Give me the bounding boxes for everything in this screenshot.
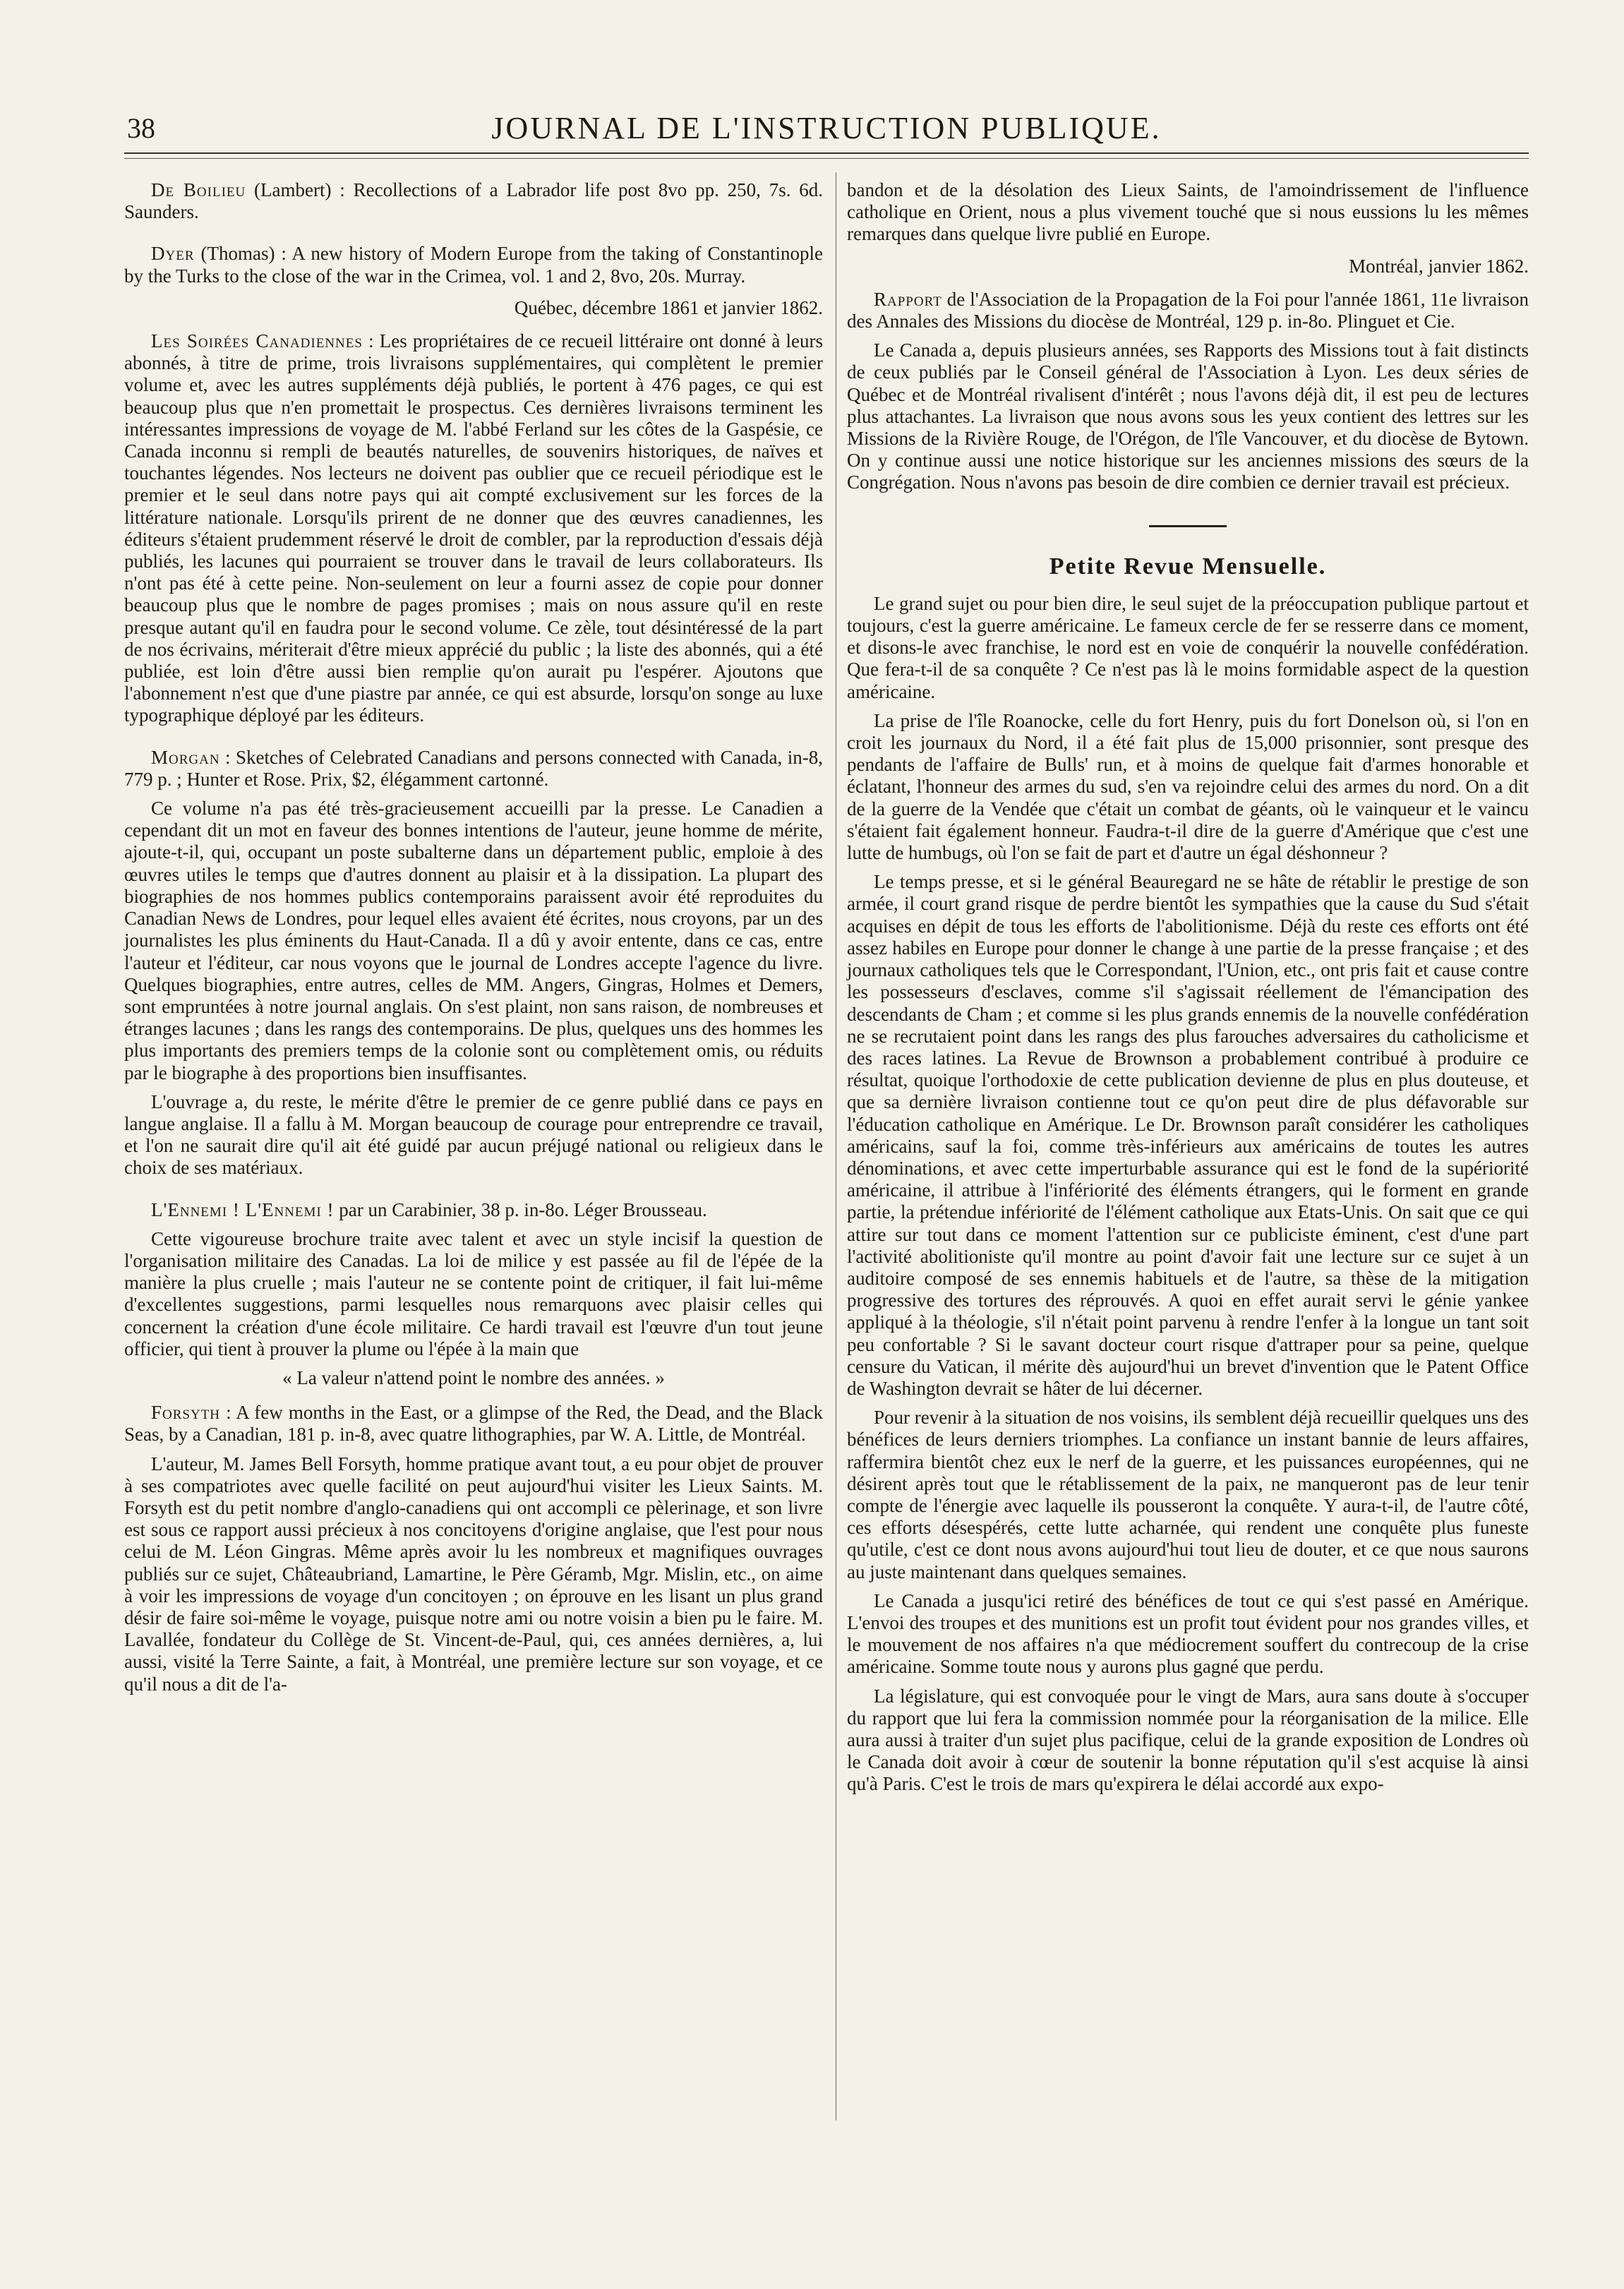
entry-name: Forsyth [151,1402,221,1424]
entry-name: Dyer [151,243,195,265]
entry-text: de l'Association de la Propagation de la Foi pour l'année 1861, 11e livraison des Annales des Missions du diocèse de Montréal, 129 p. in-8o. Plinguet et Cie. [847,288,1529,332]
entry-name: Morgan [151,746,220,768]
right-column [847,179,1529,1803]
dateline: Montréal, janvier 1862. [1349,255,1529,277]
section-title: Petite Revue Mensuelle. [1049,553,1327,579]
paragraph: La prise de l'île Roanocke, celle du fort Henry, puis du fort Donelson où, si l'on en croit les journaux du Nord, il a été fait plus de 15,000 prisonnier, sont presque des pendants de l'affaire de Bulls' run, et à moins de quelque fait d'armes honorable et éclatant, l'honneur des armes du sud, s'en va rejoindre celui des armes du nord. On a dit de la guerre de la Vendée que c'était un combat de géants, où le vainqueur et le vaincu s'étaient fait également honneur. Faudra-t-il dire de la guerre d'Amérique que c'est une lutte de humbugs, où l'on se fait de part et d'autre un égal déshonneur ? [847,709,1529,864]
review-entry [124,330,823,727]
entry-text: par un Carabinier, 38 p. in-8o. Léger Brousseau. [334,1198,707,1220]
paragraph: Le Canada a, depuis plusieurs années, ses Rapports des Missions tout à fait distincts de ceux publiés par le Conseil général de l'Association à Lyon. Les deux séries de Québec et de Montréal rivalisent d'intérêt ; nous l'avons déjà dit, il est peu de lectures plus attachantes. La livraison que nous avons sous les yeux contient des lettres sur les Missions de la Rivière Rouge, de l'Orégon, de l'île Vancouver, et du diocèse de Bytown. On y continue aussi une notice historique sur les anciennes missions des sœurs de la Congrégation. Nous n'avons pas besoin de dire combien ce dernier travail est précieux. [847,340,1529,493]
entry-name: De Boilieu [151,179,246,200]
entry-text: (Lambert) : Recollections of a Labrador life post 8vo pp. 250, 7s. 6d. Saunders. [124,179,824,223]
paragraph: Le grand sujet ou pour bien dire, le seul sujet de la préoccupation publique partout et toujours, c'est la guerre américaine. Le fameux cercle de fer se resserre dans ce moment, et disons-le avec franchise, le nord est en voie de conquérir la nouvelle confédération. Que fera-t-il de sa conquête ? Ce n'est pas là le moins formidable aspect de la question américaine. [847,592,1529,702]
quotation: « La valeur n'attend point le nombre des années. » [282,1366,665,1388]
paragraph: L'auteur, M. James Bell Forsyth, homme pratique avant tout, a eu pour objet de prouver à ses compatriotes avec quelle facilité on peut aujourd'hui visiter les Lieux Saints. M. Forsyth est du petit nombre d'anglo-canadiens qui ont accompli ce pèlerinage, et son livre est sous ce rapport aussi précieux à nos concitoyens d'origine anglaise, que l'est pour nous celui de M. Léon Gingras. Même après avoir lu les nombreux et magnifiques ouvrages publiés sur ce sujet, Châteaubriand, Lamartine, le Père Géramb, Mgr. Mislin, etc., on aime à voir les impressions de voyage d'un concitoyen ; on éprouve en les lisant un plus grand désir de faire soi-même le voyage, puisque notre ami ou notre voisin a bien pu le faire. M. Lavallée, fondateur du Collège de St. Vincent-de-Paul, qui, ces années dernières, a, lui aussi, visité la Terre Sainte, a fait, à Montréal, une première lecture sur son voyage, et ce qu'il nous a dit de l'a- [124,1453,823,1695]
review-entry [124,747,823,791]
entry-text: : Les propriétaires de ce recueil littéraire ont donné à leurs abonnés, à titre de prime, trois livraisons supplémentaires, qui complètent le premier volume et, avec les autres suppléments déjà publiés, le portent à 476 pages, ce qui est beaucoup plus que n'en promettait le prospectus. Ces dernières livraisons terminent les intéressantes impressions de voyage de M. l'abbé Ferland sur les côtes de la Gaspésie, ce Canada inconnu si rempli de beautés naturelles, de souvenirs historiques, de naïves et touchantes légendes. Nos lecteurs ne doivent pas oublier que ce recueil périodique est le premier et le seul dans notre pays qui ait compté exclusivement sur les forces de la littérature nationale. Lorsqu'ils prirent de ne donner que des œuvres canadiennes, les éditeurs s'étaient prudemment réservé le droit de combler, par la reproduction d'essais déjà publiés, les lacunes qui pourraient se trouver dans le travail de leurs collaborateurs. Ils n'ont pas été à cette peine. Non-seulement on leur a fourni assez de copie pour donner beaucoup plus que le nombre de pages promises ; mais on nous assure qu'il en reste presque autant qu'il en faudra pour le second volume. Ce zèle, tout désintéressé de la part de nos écrivains, mériterait d'être mieux apprécié du public ; la liste des abonnés, qui a été publiée, est loin d'être aussi bien remplie qu'on aurait pu l'espérer. Ajoutons que l'abonnement n'est que d'une piastre par année, ce qui est absurde, lorsqu'on songe au luxe typographique déployé par les éditeurs. [124,330,824,726]
paragraph: bandon et de la désolation des Lieux Saints, de l'amoindrissement de l'influence catholique en Orient, nous a plus vivement touché que si nous eussions lu les mêmes remarques dans quelque livre publié en Europe. [847,179,1529,245]
paragraph: L'ouvrage a, du reste, le mérite d'être le premier de ce genre publié dans ce pays en langue anglaise. Il a fallu à M. Morgan beaucoup de courage pour entreprendre ce travail, et l'on ne saurait dire qu'il ait été guidé par aucun préjugé national ou religieux dans le choix de ses matériaux. [124,1091,823,1179]
section-rule [1149,525,1227,527]
entry-text: : A few months in the East, or a glimpse of the Red, the Dead, and the Black Seas, by a Canadian, 181 p. in-8, avec quatre lithographies, par W. A. Little, de Montréal. [124,1402,823,1446]
header-rule [124,152,1529,154]
entry-name: Les Soirées Canadiennes [151,330,363,352]
entry-name: Rapport [874,288,942,310]
left-column [124,179,823,1702]
journal-title: JOURNAL DE L'INSTRUCTION PUBLIQUE. [491,111,1162,145]
page-number: 38 [127,112,155,144]
review-entry [124,179,823,223]
review-entry [124,1402,823,1446]
review-entry [847,289,1529,332]
review-entry [124,1199,823,1221]
paragraph: Pour revenir à la situation de nos voisins, ils semblent déjà recueillir quelques uns des bénéfices de leurs derniers triomphes. La confiance un instant bannie de leurs affaires, raffermira bientôt chez eux le nerf de la guerre, et les puissances européennes, qui ne désirent après tout que le rétablissement de la paix, ne manqueront pas de leur tenir compte de l'énergie avec laquelle ils pousseront la conquête. Y aura-t-il, de l'autre côté, ces efforts désespérés, cette lutte acharnée, qui rendent une conquête plus funeste qu'utile, c'est ce dont nous avons aujourd'hui tout lieu de douter, et ce que nous saurons au juste maintenant dans quelques semaines. [847,1407,1529,1582]
header-rule-thin [124,158,1529,159]
entry-name: L'Ennemi ! L'Ennemi ! [151,1198,335,1220]
entry-text: : Sketches of Celebrated Canadians and persons connected with Canada, in-8, 779 p. ; Hunter et Rose. Prix, $2, élégamment cartonné. [124,746,823,790]
paragraph: Le temps presse, et si le général Beauregard ne se hâte de rétablir le prestige de son armée, il court grand risque de perdre bientôt les sympathies que la cause du Sud s'était acquises en dépit de tous les efforts de l'abolitionisme. Déjà du reste ces efforts ont été assez habiles en Europe pour donner le change à une partie de la presse française ; et des journaux catholiques tels que le Correspondant, l'Union, etc., ont pris fait et cause contre les possesseurs d'esclaves, comme s'il s'agissait réellement de l'émancipation des descendants de Cham ; et comme si les plus grands ennemis de la nouvelle confédération ne se recrutaient point dans les rangs des plus farouches adversaires du catholicisme et des races latines. La Revue de Brownson a probablement contribué à produire ce résultat, quoique l'orthodoxie de cette publication devienne de plus en plus douteuse, et que sa dernière livraison contienne tout ce qu'on peut dire de plus défavorable sur l'éducation catholique en Amérique. Le Dr. Brownson paraît considérer les catholiques américains, sauf la foi, comme très-inférieurs aux américains de toutes les autres dénominations, et avec cette imperturbable assurance qui est le fond de la supériorité américaine, il attribue à l'infériorité des éléments étrangers, qui le forment en grande partie, la prétendue infériorité de l'élément catholique aux Etats-Unis. On sait que ce qui attire sur tout dans ce moment l'attention sur ce publiciste éminent, c'est d'une part l'activité abolitioniste qu'il montre au point d'avoir fait une lecture sur ce sujet à un auditoire composé de ses ennemis habituels et de l'autre, sa thèse de la mitigation progressive des tortures des réprouvés. A quoi en effet aurait servi le génie yankee appliqué à la théologie, s'il n'était point parvenu à rendre l'enfer à la longue un tant soit peu confortable ? Si le savant docteur court risque d'attraper pour sa peine, quelque censure du Vatican, il mérite dès aujourd'hui un brevet d'invention que le Patent Office de Washington devrait se hâter de lui décerner. [847,871,1529,1399]
page-header [124,106,1529,148]
paragraph: Le Canada a jusqu'ici retiré des bénéfices de tout ce qui s'est passé en Amérique. L'envoi des troupes et des munitions est un profit tout évident pour nos grandes villes, et le mouvement de nos affaires n'a que médiocrement souffert du contrecoup de la crise américaine. Somme toute nous y aurons plus gagné que perdu. [847,1590,1529,1678]
review-entry [124,243,823,287]
paragraph: La législature, qui est convoquée pour le vingt de Mars, aura sans doute à s'occuper du rapport que lui fera la commission nommée pour la réorganisation de la milice. Elle aura aussi à traiter d'un sujet plus pacifique, celui de la grande exposition de Londres où le Canada doit avoir à cœur de soutenir la bonne réputation qu'il s'est acquise là ainsi qu'à Paris. C'est le trois de mars qu'expirera le délai accordé aux expo- [847,1685,1529,1795]
dateline: Québec, décembre 1861 et janvier 1862. [514,296,823,318]
paragraph: Ce volume n'a pas été très-gracieusement accueilli par la presse. Le Canadien a cependant dit un mot en faveur des bonnes intentions de l'auteur, jeune homme de mérite, ajoute-t-il, qui, occupant un poste subalterne dans un département public, emploie à des œuvres utiles le temps que d'autres donnent au plaisir et à la dissipation. La plupart des biographies de nos hommes publics contemporains paraissent avoir été reproduites du Canadian News de Londres, pour lequel elles avaient été écrites, nous croyons, par un des journalistes les plus éminents du Haut-Canada. Il a dû y avoir entente, dans ce cas, entre l'auteur et l'éditeur, car nous voyons que le journal de Londres accepte l'agence du livre. Quelques biographies, entre autres, celles de MM. Angers, Gingras, Holmes et Demers, sont empruntées à notre journal anglais. On s'est plaint, non sans raison, de nombreuses et étranges lacunes ; dans les rangs des contemporains. De plus, quelques uns des hommes les plus importants des premiers temps de la colonie sont ou complètement omis, ou réduits par le biographe à des proportions bien insuffisantes. [124,798,823,1083]
entry-text: (Thomas) : A new history of Modern Europe from the taking of Constantinople by the Turks to the close of the war in the Crimea, vol. 1 and 2, 8vo, 20s. Murray. [124,243,823,287]
paragraph: Cette vigoureuse brochure traite avec talent et avec un style incisif la question de l'organisation militaire des Canadas. La loi de milice y est passée au fil de l'épée de la manière la plus cruelle ; mais l'auteur ne se contente point de critiquer, il fait lui-même d'excellentes suggestions, parmi lesquelles nous remarquons avec plaisir celles qui concernent la création d'une école militaire. Ce hardi travail est l'œuvre d'un tout jeune officier, qui tient à prouver la plume ou l'épée à la main que [124,1227,823,1359]
